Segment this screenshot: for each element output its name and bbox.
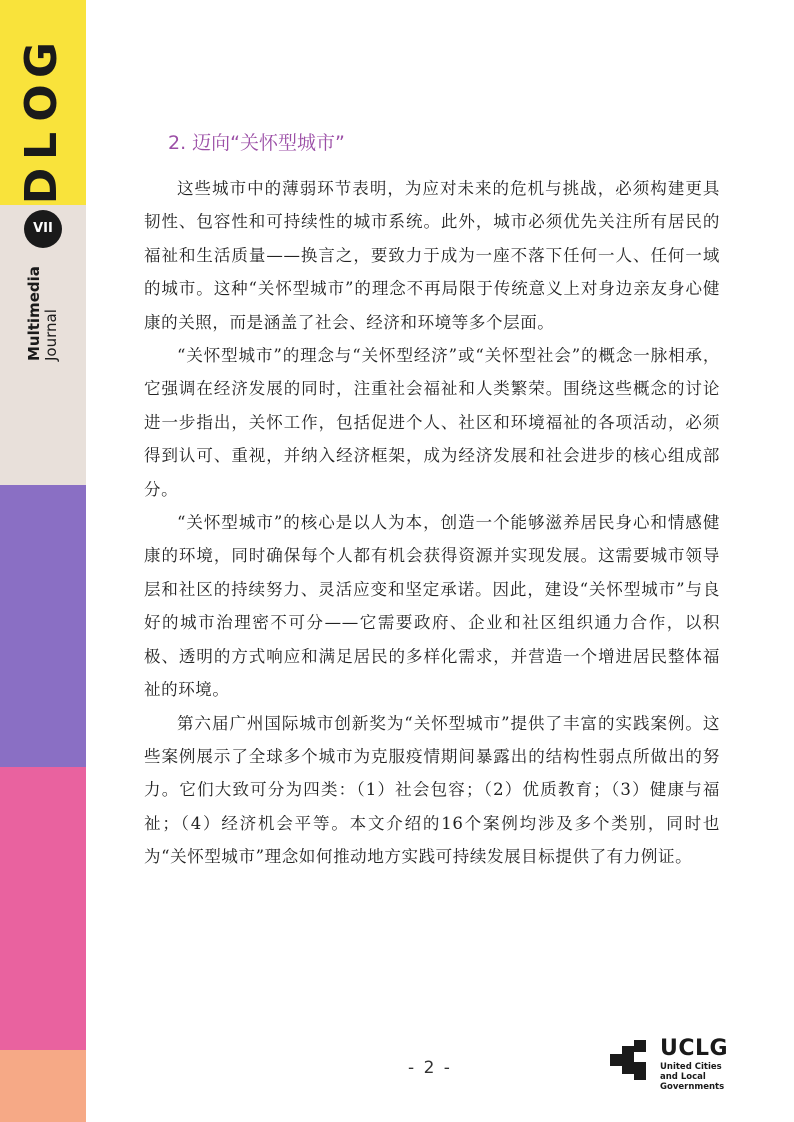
page-number: - 2 -: [408, 1058, 452, 1078]
sidebar-band-orange: [0, 1050, 86, 1122]
uclg-logo: [610, 1036, 760, 1092]
uclg-mark-icon: [610, 1040, 654, 1080]
brand-letter-d: D: [16, 167, 67, 205]
section-heading: 2. 迈向“关怀型城市”: [168, 132, 345, 154]
paragraph-4: 第六届广州国际城市创新奖为“关怀型城市”提供了丰富的实践案例。这些案例展示了全球多个城市为克服疫情期间暴露出的结构性弱点所做出的努力。它们大致可分为四类：（1）社会包容；（2）优质教育；（3）健康与福祉；（4）经济机会平等。本文介绍的16个案例均涉及多个类别，同时也为“关怀型城市”理念如何推动地方实践可持续发展目标提供了有力例证。: [144, 713, 720, 867]
brand-letter-o: O: [16, 84, 67, 122]
edition-badge: VII: [24, 210, 62, 248]
journal-label: [26, 251, 60, 361]
uclg-subtitle: [660, 1062, 770, 1092]
brand-letter-l: L: [16, 131, 67, 161]
journal-label-line1: Multimedia: [25, 266, 43, 361]
paragraph-2: “关怀型城市”的理念与“关怀型经济”或“关怀型社会”的概念一脉相承，它强调在经济发展的同时，注重社会福祉和人类繁荣。围绕这些概念的讨论进一步指出，关怀工作，包括促进个人、社区和环境福祉的各项活动，必须得到认可、重视，并纳入经济框架，成为经济发展和社会进步的核心组成部分。: [144, 346, 720, 499]
brand-letter-g: G: [16, 41, 67, 79]
sidebar-band-pink: [0, 767, 86, 1050]
uclg-subtitle-line1: United Cities: [660, 1062, 722, 1072]
sidebar-band-purple: [0, 485, 86, 767]
body-text: [144, 172, 720, 874]
journal-label-line2: Journal: [42, 309, 60, 361]
paragraph-3: “关怀型城市”的核心是以人为本，创造一个能够滋养居民身心和情感健康的环境，同时确保每个人都有机会获得资源并实现发展。这需要城市领导层和社区的持续努力、灵活应变和坚定承诺。因此，建设“关怀型城市”与良好的城市治理密不可分——它需要政府、企业和社区组织通力合作，以积极、透明的方式响应和满足居民的多样化需求，并营造一个增进居民整体福祉的环境。: [144, 513, 720, 700]
sidebar: [0, 0, 86, 1122]
paragraph-1: 这些城市中的薄弱环节表明，为应对未来的危机与挑战，必须构建更具韧性、包容性和可持续性的城市系统。此外，城市必须优先关注所有居民的福祉和生活质量——换言之，要致力于成为一座不落下任何一人、任何一域的城市。这种“关怀型城市”的理念不再局限于传统意义上对身边亲友身心健康的关照，而是涵盖了社会、经济和环境等多个层面。: [144, 179, 720, 332]
uclg-name: UCLG: [660, 1036, 729, 1061]
uclg-subtitle-line2: and Local Governments: [660, 1072, 725, 1092]
